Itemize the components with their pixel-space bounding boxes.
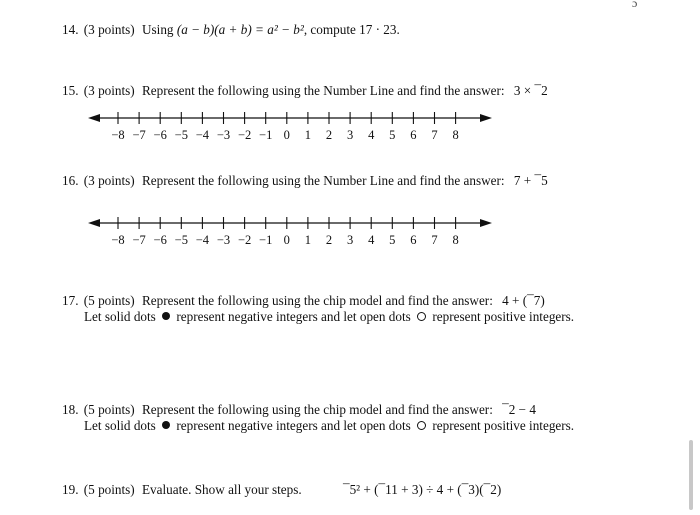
number-line-label: 3 — [346, 128, 354, 142]
number-line-label: 1 — [304, 128, 312, 142]
number-line-label: 5 — [389, 233, 396, 247]
solid-dot-icon — [162, 421, 170, 429]
number-line-label: 1 — [304, 233, 312, 247]
question-number: 19. — [62, 482, 79, 497]
number-line-label: 8 — [452, 233, 459, 247]
question-points: (3 points) — [83, 22, 135, 37]
number-line-label: −2 — [237, 233, 252, 247]
question-points: (5 points) — [83, 402, 135, 417]
question-points: (3 points) — [83, 173, 135, 188]
number-line-label: −3 — [216, 128, 231, 142]
question-text: Represent the following using the chip model and find the answer: — [142, 293, 493, 308]
open-dot-icon — [417, 312, 426, 321]
number-line-label: −6 — [153, 233, 167, 247]
answer-expression: 7 + ¯5 — [513, 173, 548, 188]
number-line-label: 0 — [283, 128, 290, 142]
question-text: Represent the following using the chip model and find the answer: — [142, 402, 493, 417]
number-line-label: 2 — [325, 128, 333, 142]
number-line-label: −4 — [195, 128, 210, 142]
question-points: (5 points) — [83, 482, 135, 497]
number-line-label: −8 — [111, 128, 125, 142]
question-16 — [62, 173, 548, 188]
number-line-label: −7 — [132, 233, 146, 247]
number-line-label: −2 — [237, 128, 252, 142]
number-line-label: 6 — [410, 128, 417, 142]
number-line-label: 2 — [325, 233, 333, 247]
chip-legend-17 — [84, 309, 574, 324]
number-line-label: 7 — [431, 128, 438, 142]
legend-text: represent positive integers. — [432, 418, 575, 433]
number-line-label: −8 — [111, 233, 125, 247]
number-line-label: 4 — [368, 233, 375, 247]
number-line-labels — [111, 128, 458, 142]
legend-text: represent positive integers. — [432, 309, 575, 324]
number-line-label: −1 — [259, 128, 273, 142]
question-number: 18. — [62, 402, 79, 417]
number-line-label: −7 — [132, 128, 146, 142]
number-line-axis — [88, 219, 492, 227]
open-dot-icon — [417, 421, 426, 430]
number-line-label: −4 — [195, 233, 210, 247]
answer-expression: ¯5² + (¯11 + 3) ÷ 4 + (¯3)(¯2) — [342, 482, 502, 497]
question-15 — [62, 83, 548, 98]
number-line-label: −3 — [216, 233, 231, 247]
number-line-label: −5 — [174, 128, 188, 142]
number-line-label: 4 — [368, 128, 375, 142]
solid-dot-icon — [162, 312, 170, 320]
number-line-label: 3 — [346, 233, 354, 247]
question-text: Using — [142, 22, 174, 37]
number-line-label: 5 — [389, 128, 396, 142]
number-line-15 — [88, 108, 492, 148]
number-line-label: −6 — [153, 128, 167, 142]
number-line-label: 8 — [452, 128, 459, 142]
number-line-labels — [111, 233, 458, 247]
question-text: Represent the following using the Number Line and find the answer: — [142, 83, 505, 98]
question-19 — [62, 482, 501, 497]
number-line-label: 7 — [431, 233, 438, 247]
question-text: Evaluate. Show all your steps. — [142, 482, 302, 497]
question-number: 14. — [62, 22, 79, 37]
scrollbar-thumb[interactable] — [689, 440, 693, 510]
number-line-label: 6 — [410, 233, 417, 247]
number-line-label: 0 — [283, 233, 290, 247]
question-text-after: , compute 17 · 23. — [303, 22, 400, 37]
legend-text: represent negative integers and let open dots — [176, 309, 411, 324]
chip-legend-18 — [84, 418, 574, 433]
question-18 — [62, 402, 536, 417]
question-17 — [62, 293, 545, 308]
legend-text: Let solid dots — [84, 418, 156, 433]
number-line-label: −1 — [259, 233, 273, 247]
question-number: 15. — [62, 83, 79, 98]
number-line-label: −5 — [174, 233, 188, 247]
question-number: 17. — [62, 293, 79, 308]
question-text: Represent the following using the Number Line and find the answer: — [142, 173, 505, 188]
number-line-16 — [88, 213, 492, 253]
question-14 — [62, 22, 400, 37]
question-number: 16. — [62, 173, 79, 188]
identity-formula: (a − b)(a + b) = a² − b² — [176, 22, 304, 37]
answer-expression: 4 + (¯7) — [502, 293, 545, 308]
number-line-axis — [88, 114, 492, 122]
answer-expression: ¯2 − 4 — [502, 402, 536, 417]
question-points: (3 points) — [83, 83, 135, 98]
question-points: (5 points) — [83, 293, 135, 308]
legend-text: Let solid dots — [84, 309, 156, 324]
corner-mark: ɔ — [632, 0, 638, 10]
legend-text: represent negative integers and let open dots — [176, 418, 411, 433]
answer-expression: 3 × ¯2 — [513, 83, 548, 98]
